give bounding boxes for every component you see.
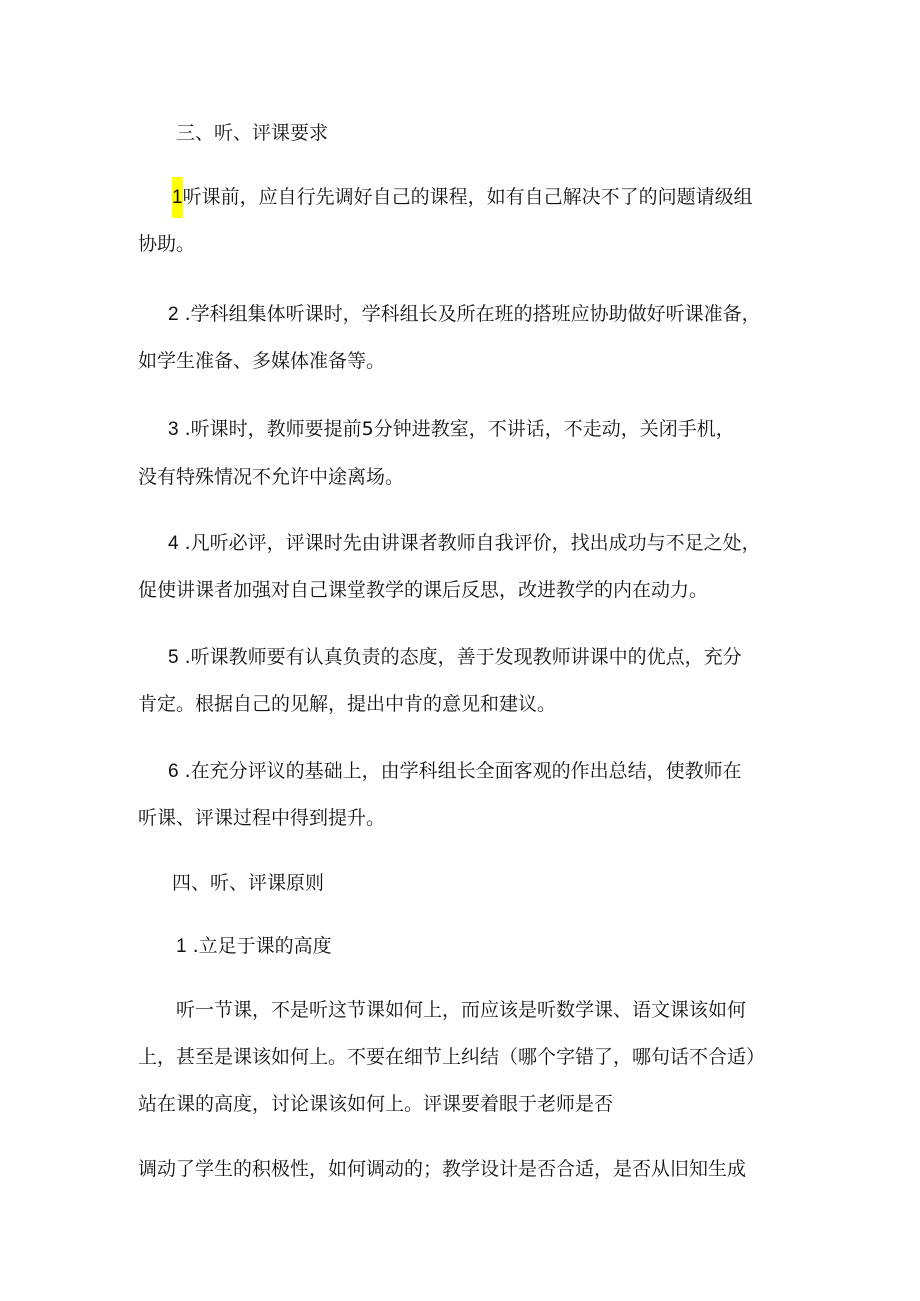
item-3-number: 3 [168,419,179,440]
item-5-number: 5 [168,647,179,668]
paragraph-line-4: 调动了学生的积极性，如何调动的；教学设计是否合适，是否从旧知生成 [138,1158,747,1180]
list-item-6-line2: 听课、评课过程中得到提升。 [138,807,386,829]
highlighted-number-1: 1 [172,177,183,218]
sub-item-1-text: .立足于课的高度 [192,935,332,957]
item-5-text: .听课教师要有认真负责的态度，善于发现教师讲课中的优点，充分 [184,646,742,668]
sub-item-1-number: 1 [176,936,187,957]
list-item-1-line2: 协助。 [138,233,196,255]
list-item-2-line1 [168,302,761,327]
paragraph-line-2: 上，甚至是课该如何上。不要在细节上纠结（哪个字错了，哪句话不合适） [138,1046,766,1068]
list-item-5-line1 [168,645,742,670]
list-item-5-line2: 肯定。根据自己的见解，提出中肯的意见和建议。 [138,693,557,715]
list-item-2-line2: 如学生准备、多媒体准备等。 [138,350,386,372]
list-item-4-line2: 促使讲课者加强对自己课堂教学的课后反思，改进教学的内在动力。 [138,579,709,601]
list-item-4-line1 [168,531,761,556]
item-4-number: 4 [168,533,179,554]
list-item-3-line2: 没有特殊情况不允许中途离场。 [138,466,405,488]
item-1-text: 听课前，应自行先调好自己的课程，如有自己解决不了的问题请级组 [182,186,753,208]
item-4-text: .凡听必评，评课时先由讲课者教师自我评价，找出成功与不足之处， [184,532,761,554]
sub-item-1 [176,934,332,959]
list-item-3-line1 [168,417,735,442]
paragraph-line-3: 站在课的高度，讨论课该如何上。评课要着眼于老师是否 [138,1093,614,1115]
section4-heading: 四、听、评课原则 [172,872,325,894]
section3-heading: 三、听、评课要求 [176,122,329,144]
paragraph-line-1: 听一节课，不是听这节课如何上，而应该是听数学课、语文课该如何 [176,999,747,1021]
list-item-1-line1 [172,185,753,210]
item-2-text: .学科组集体听课时，学科组长及所在班的搭班应协助做好听课准备， [184,303,761,325]
list-item-6-line1 [168,759,742,784]
item-6-text: .在充分评议的基础上，由学科组长全面客观的作出总结，使教师在 [184,760,742,782]
item-6-number: 6 [168,761,179,782]
item-2-number: 2 [168,304,179,325]
item-3-text: .听课时，教师要提前5分钟进教室，不讲话，不走动，关闭手机， [184,418,735,440]
